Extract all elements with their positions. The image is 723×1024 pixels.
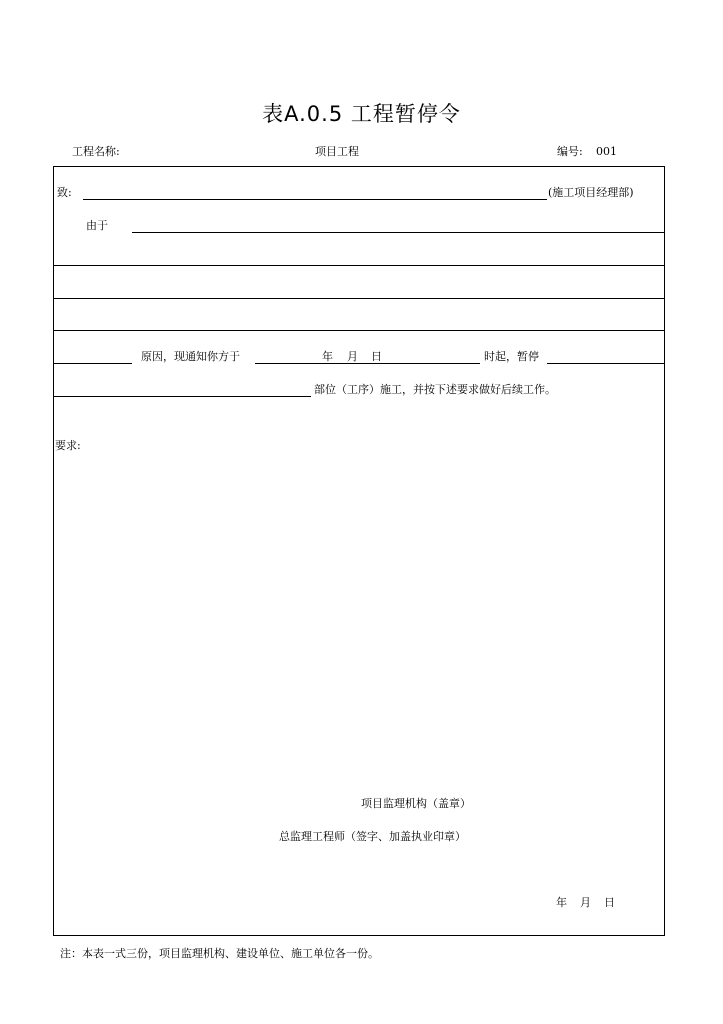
paused-item-line[interactable] xyxy=(547,363,665,364)
footnote: 注：本表一式三份，项目监理机构、建设单位、施工单位各一份。 xyxy=(60,947,379,960)
pause-month: 月 xyxy=(347,350,358,363)
reason-line-1[interactable] xyxy=(53,265,665,266)
to-label: 致: xyxy=(57,186,72,199)
reason-line-2[interactable] xyxy=(53,298,665,299)
section-line[interactable] xyxy=(53,396,311,397)
pause-year: 年 xyxy=(322,350,333,363)
number-label: 编号: xyxy=(557,145,583,158)
to-recipient-line[interactable] xyxy=(83,199,547,200)
project-name-value: 项目工程 xyxy=(315,145,359,158)
reason-notice-text: 原因，现通知你方于 xyxy=(141,350,240,363)
requirements-label: 要求: xyxy=(55,439,81,452)
from-pause-text: 时起，暂停 xyxy=(484,350,539,363)
number-value: 001 xyxy=(596,145,617,158)
to-suffix: (施工项目经理部) xyxy=(548,186,634,199)
sign-year: 年 xyxy=(556,896,567,909)
due-to-label: 由于 xyxy=(86,219,108,232)
form-title: 表A.0.5 工程暂停令 xyxy=(262,102,461,126)
supervisor-org-stamp: 项目监理机构（盖章） xyxy=(361,797,471,810)
sign-month: 月 xyxy=(580,896,591,909)
form-frame xyxy=(53,166,665,936)
reason-line-3[interactable] xyxy=(53,330,665,331)
due-to-line[interactable] xyxy=(132,232,665,233)
section-text: 部位（工序）施工，并按下述要求做好后续工作。 xyxy=(314,383,556,396)
pause-date-line[interactable] xyxy=(255,363,480,364)
chief-engineer-signature: 总监理工程师（签字、加盖执业印章） xyxy=(279,830,466,843)
pause-day: 日 xyxy=(371,350,382,363)
sign-day: 日 xyxy=(604,896,615,909)
project-name-label: 工程名称: xyxy=(72,145,120,158)
reason-end-line[interactable] xyxy=(53,363,132,364)
